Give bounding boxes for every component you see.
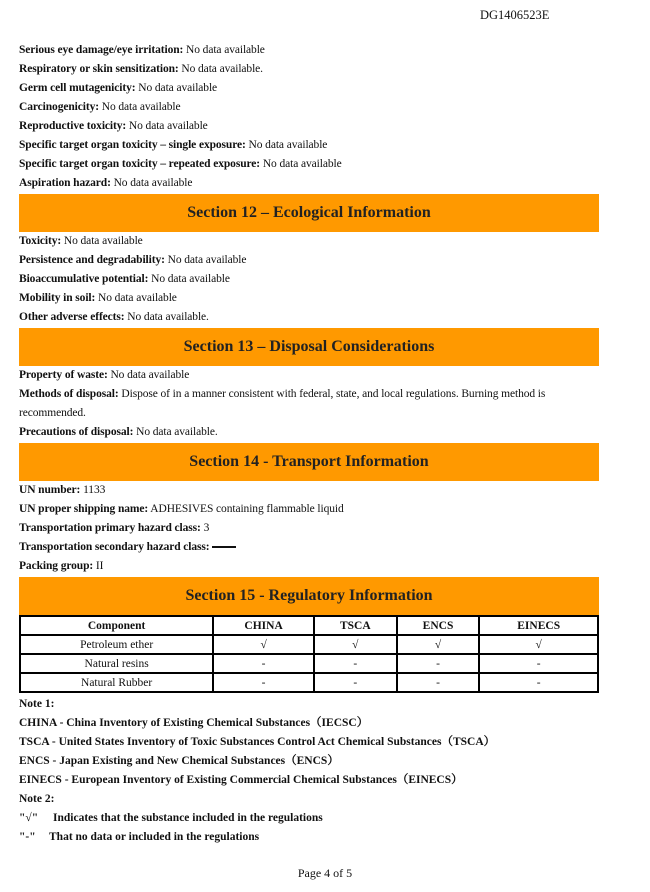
field-label: Property of waste: bbox=[19, 369, 108, 381]
field-persistence bbox=[19, 251, 599, 270]
cell-tsca: - bbox=[314, 654, 397, 673]
column-header-tsca: TSCA bbox=[314, 616, 397, 635]
field-value: No data available bbox=[63, 235, 143, 247]
section-13-header: Section 13 – Disposal Considerations bbox=[19, 328, 599, 366]
field-label: Methods of disposal: bbox=[19, 388, 119, 400]
field-value: No data available bbox=[262, 158, 342, 170]
legend-text: That no data or included in the regulations bbox=[49, 831, 260, 843]
cell-component: Natural resins bbox=[20, 654, 213, 673]
field-value: II bbox=[95, 560, 104, 572]
field-reproductive bbox=[19, 117, 599, 136]
notes bbox=[19, 695, 599, 847]
field-label: Reproductive toxicity: bbox=[19, 120, 127, 132]
field-value: 1133 bbox=[83, 484, 106, 496]
field-shipping-name bbox=[19, 500, 599, 519]
field-label: Bioaccumulative potential: bbox=[19, 273, 149, 285]
regulatory-table bbox=[19, 615, 599, 693]
cell-china: - bbox=[213, 673, 314, 692]
column-header-encs: ENCS bbox=[397, 616, 480, 635]
column-header-einecs: EINECS bbox=[479, 616, 598, 635]
field-value: No data available. bbox=[136, 426, 218, 438]
field-label: Persistence and degradability: bbox=[19, 254, 165, 266]
field-primary-hazard bbox=[19, 519, 599, 538]
field-value: Dispose of in a manner consistent with federal, state, and local regulations. Burning method is recommended. bbox=[19, 388, 546, 419]
table-row bbox=[20, 635, 598, 654]
field-secondary-hazard bbox=[19, 538, 599, 557]
note-1-einecs: EINECS - European Inventory of Existing Commercial Chemical Substances（EINECS） bbox=[19, 774, 463, 786]
field-methods-of-disposal bbox=[19, 385, 599, 423]
field-bioaccumulative bbox=[19, 270, 599, 289]
field-label: Transportation primary hazard class: bbox=[19, 522, 201, 534]
column-header-component: Component bbox=[20, 616, 213, 635]
field-value: No data available bbox=[186, 44, 265, 56]
none-dash bbox=[212, 546, 236, 548]
field-precautions bbox=[19, 423, 599, 442]
dash-symbol: "-" bbox=[19, 831, 36, 843]
cell-encs: - bbox=[397, 654, 480, 673]
field-stot-repeated bbox=[19, 155, 599, 174]
field-label: Precautions of disposal: bbox=[19, 426, 134, 438]
field-value: No data available bbox=[138, 82, 218, 94]
field-label: Toxicity: bbox=[19, 235, 62, 247]
field-other-effects bbox=[19, 308, 599, 327]
note-2-label: Note 2: bbox=[19, 793, 55, 805]
section-13-fields bbox=[19, 366, 599, 442]
field-label: UN number: bbox=[19, 484, 81, 496]
column-header-china: CHINA bbox=[213, 616, 314, 635]
field-label: Specific target organ toxicity – repeated exposure: bbox=[19, 158, 261, 170]
cell-einecs: √ bbox=[479, 635, 598, 654]
section-12-fields bbox=[19, 232, 599, 327]
table-row bbox=[20, 654, 598, 673]
field-label: Transportation secondary hazard class: bbox=[19, 541, 210, 553]
note-1-encs: ENCS - Japan Existing and New Chemical Substances（ENCS） bbox=[19, 755, 339, 767]
document-id: DG1406523E bbox=[480, 8, 550, 22]
legend-text: Indicates that the substance included in the regulations bbox=[53, 812, 323, 824]
note-2-check-legend bbox=[19, 809, 599, 828]
field-value: No data available. bbox=[181, 63, 263, 75]
section-12-header: Section 12 – Ecological Information bbox=[19, 194, 599, 232]
field-label: Carcinogenicity: bbox=[19, 101, 99, 113]
field-label: Serious eye damage/eye irritation: bbox=[19, 44, 184, 56]
field-label: Mobility in soil: bbox=[19, 292, 96, 304]
page-content bbox=[19, 41, 599, 847]
field-eye-irritation bbox=[19, 41, 599, 60]
field-value: No data available bbox=[110, 369, 190, 381]
section-14-fields bbox=[19, 481, 599, 576]
field-label: Specific target organ toxicity – single exposure: bbox=[19, 139, 246, 151]
cell-tsca: √ bbox=[314, 635, 397, 654]
field-value: No data available bbox=[98, 292, 177, 304]
field-carcinogenicity bbox=[19, 98, 599, 117]
field-value: No data available. bbox=[127, 311, 209, 323]
note-2-dash-legend bbox=[19, 828, 599, 847]
field-germ-cell bbox=[19, 79, 599, 98]
field-label: Other adverse effects: bbox=[19, 311, 125, 323]
cell-encs: √ bbox=[397, 635, 480, 654]
cell-component: Natural Rubber bbox=[20, 673, 213, 692]
note-1-tsca: TSCA - United States Inventory of Toxic Substances Control Act Chemical Substances（TSCA） bbox=[19, 736, 496, 748]
page-number: Page 4 of 5 bbox=[297, 866, 353, 880]
field-toxicity bbox=[19, 232, 599, 251]
note-1-label: Note 1: bbox=[19, 698, 55, 710]
toxicology-fields bbox=[19, 41, 599, 193]
cell-tsca: - bbox=[314, 673, 397, 692]
field-value: No data available bbox=[101, 101, 181, 113]
table-header-row bbox=[20, 616, 598, 635]
field-value: No data available bbox=[128, 120, 208, 132]
cell-encs: - bbox=[397, 673, 480, 692]
field-label: Germ cell mutagenicity: bbox=[19, 82, 136, 94]
note-1-china: CHINA - China Inventory of Existing Chemical Substances（IECSC） bbox=[19, 717, 369, 729]
cell-component: Petroleum ether bbox=[20, 635, 213, 654]
field-label: UN proper shipping name: bbox=[19, 503, 149, 515]
field-value: No data available bbox=[248, 139, 328, 151]
cell-einecs: - bbox=[479, 673, 598, 692]
section-14-header: Section 14 - Transport Information bbox=[19, 443, 599, 481]
section-15-header: Section 15 - Regulatory Information bbox=[19, 577, 599, 615]
cell-china: - bbox=[213, 654, 314, 673]
field-property-of-waste bbox=[19, 366, 599, 385]
field-label: Respiratory or skin sensitization: bbox=[19, 63, 179, 75]
check-symbol: "√" bbox=[19, 812, 39, 824]
field-value: ADHESIVES containing flammable liquid bbox=[150, 503, 344, 515]
field-packing-group bbox=[19, 557, 599, 576]
field-sensitization bbox=[19, 60, 599, 79]
field-label: Aspiration hazard: bbox=[19, 177, 111, 189]
field-value: 3 bbox=[203, 522, 210, 534]
field-label: Packing group: bbox=[19, 560, 94, 572]
field-value: No data available bbox=[113, 177, 193, 189]
field-value: No data available bbox=[151, 273, 230, 285]
field-value: No data available bbox=[167, 254, 247, 266]
field-un-number bbox=[19, 481, 599, 500]
field-aspiration bbox=[19, 174, 599, 193]
field-mobility bbox=[19, 289, 599, 308]
field-stot-single bbox=[19, 136, 599, 155]
cell-einecs: - bbox=[479, 654, 598, 673]
table-row bbox=[20, 673, 598, 692]
cell-china: √ bbox=[213, 635, 314, 654]
